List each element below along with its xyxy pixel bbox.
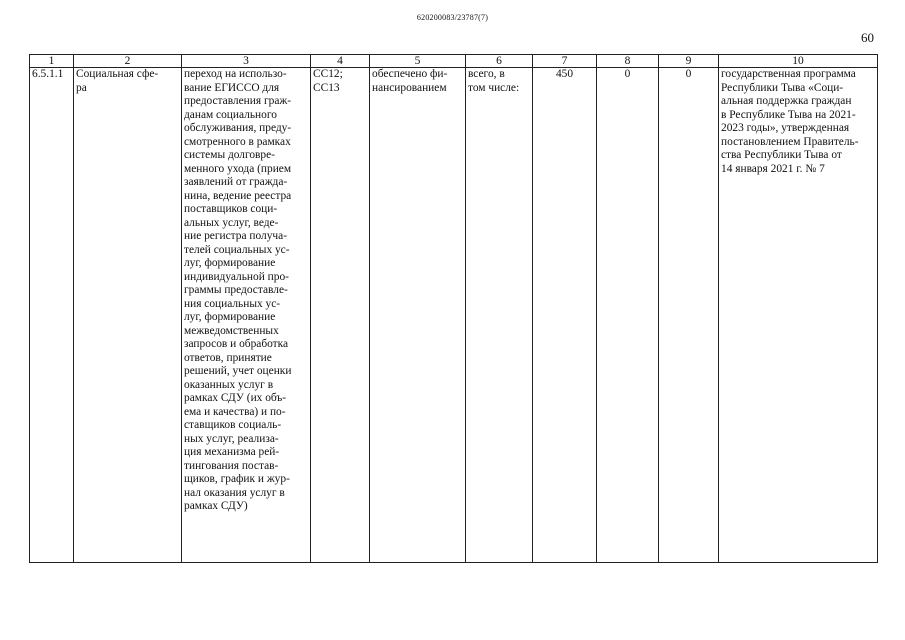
cell-status xyxy=(370,68,466,563)
text-line: смотренного в рамках xyxy=(184,135,291,148)
text-line: рамках СДУ) xyxy=(184,500,248,512)
text-line: обеспечено фи- xyxy=(372,68,448,80)
column-number-row xyxy=(30,55,878,68)
text-line: телей социальных ус- xyxy=(184,243,290,256)
text-line: нал оказания услуг в xyxy=(184,486,285,499)
text-line: менного ухода (прием xyxy=(184,162,292,175)
text-line: ставщиков социаль- xyxy=(184,419,282,431)
text-line: запросов и обработка xyxy=(184,338,289,350)
col-header-10: 10 xyxy=(719,55,878,68)
cell-value-9: 0 xyxy=(659,68,719,563)
text-line: луг, формирование xyxy=(184,257,276,269)
col-header-2: 2 xyxy=(74,55,182,68)
cell-item-number xyxy=(30,68,74,563)
text-line: 2023 годы», утвержденная xyxy=(721,122,850,134)
text-line: Социальная сфе- xyxy=(76,68,159,80)
text-line: ние регистра получа- xyxy=(184,230,287,242)
text-line: СС13 xyxy=(313,81,340,94)
page-number: 60 xyxy=(861,30,874,45)
text-line: индивидуальной про- xyxy=(184,270,289,283)
text-line: ства Республики Тыва от xyxy=(721,149,842,161)
text-line: обслуживания, преду- xyxy=(184,122,292,134)
text-line: граммы предоставле- xyxy=(184,284,288,296)
text-line: альная поддержка граждан xyxy=(721,95,852,107)
text-line: ния социальных ус- xyxy=(184,297,281,310)
text-line: вание ЕГИССО для xyxy=(184,81,280,94)
table-row xyxy=(30,68,878,563)
text-line: тингования постав- xyxy=(184,459,279,472)
text-line: межведомственных xyxy=(184,324,279,337)
text-line: в Республике Тыва на 2021- xyxy=(721,108,856,121)
text-line: предоставления граж- xyxy=(184,95,292,107)
cell-indicator-codes xyxy=(311,68,370,563)
text-line: ция механизма рей- xyxy=(184,446,280,458)
text-line: ра xyxy=(76,81,87,94)
text-line: Республики Тыва «Соци- xyxy=(721,81,844,94)
text-line: заявлений от гражда- xyxy=(184,176,288,188)
text-line: ных услуг, реализа- xyxy=(184,432,279,445)
col-header-7: 7 xyxy=(533,55,597,68)
text-line: постановлением Правитель- xyxy=(721,135,859,148)
text-line: луг, формирование xyxy=(184,311,276,323)
text-line: нансированием xyxy=(372,81,447,94)
cell-value-7: 450 xyxy=(533,68,597,563)
cell-measure-description xyxy=(182,68,311,563)
document-id: 620200083/23787(7) xyxy=(416,13,489,22)
text-line: решений, учет оценки xyxy=(184,365,292,377)
program-table xyxy=(29,54,878,563)
text-line: альных услуг, веде- xyxy=(184,216,279,229)
text-line: 14 января 2021 г. № 7 xyxy=(721,162,825,175)
text-line: нина, ведение реестра xyxy=(184,189,292,202)
text-line: данам социального xyxy=(184,108,277,121)
text-line: оказанных услуг в xyxy=(184,378,274,391)
cell-total-label xyxy=(466,68,533,563)
text-line: переход на использо- xyxy=(184,68,287,80)
text-line: щиков, график и жур- xyxy=(184,473,290,485)
text-line: ответов, принятие xyxy=(184,351,272,364)
text-line: СС12; xyxy=(313,68,343,80)
text-line: ема и качества) и по- xyxy=(184,405,286,418)
col-header-1: 1 xyxy=(30,55,74,68)
text-line: всего, в xyxy=(468,68,505,80)
col-header-4: 4 xyxy=(311,55,370,68)
col-header-5: 5 xyxy=(370,55,466,68)
text-line: рамках СДУ (их объ- xyxy=(184,392,287,404)
text-line: государственная программа xyxy=(721,68,856,80)
col-header-8: 8 xyxy=(597,55,659,68)
text-line: том числе: xyxy=(468,81,520,94)
cell-legal-basis xyxy=(719,68,878,563)
col-header-6: 6 xyxy=(466,55,533,68)
text-line: системы долговре- xyxy=(184,149,275,161)
cell-value-8: 0 xyxy=(597,68,659,563)
text-line: поставщиков соци- xyxy=(184,203,278,215)
text-line: 6.5.1.1 xyxy=(32,68,64,80)
col-header-9: 9 xyxy=(659,55,719,68)
col-header-3: 3 xyxy=(182,55,311,68)
cell-sphere xyxy=(74,68,182,563)
